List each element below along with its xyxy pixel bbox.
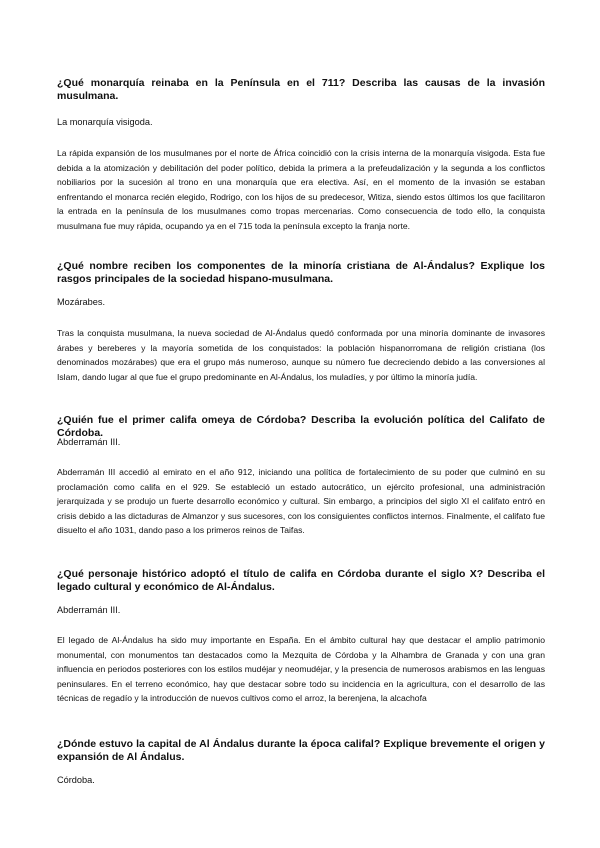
answer-3: Abderramán III. bbox=[57, 437, 121, 447]
answer-2: Mozárabes. bbox=[57, 297, 106, 307]
question-2: ¿Qué nombre reciben los componentes de la minoría cristiana de Al-Ándalus? Explique los rasgos principales de la sociedad hispano-musulmana. bbox=[57, 260, 545, 285]
answer-4: Abderramán III. bbox=[57, 605, 121, 615]
question-1: ¿Qué monarquía reinaba en la Península en el 711? Describa las causas de la invasión musulmana. bbox=[57, 77, 545, 102]
answer-1: La monarquía visigoda. bbox=[57, 117, 153, 127]
paragraph-1: La rápida expansión de los musulmanes por el norte de África coincidió con la crisis interna de la monarquía visigoda. Esta fue debida a la atomización y debilitación del poder político, debida la primera a la prefeudalización y la segunda a los conflictos nobiliarios por la sucesión al trono en una monarquía que era electiva. Así, en el momento de la invasión se estaban enfrentando el monarca recién elegido, Rodrigo, con los hijos de su predecesor, Witiza, siendo estos últimos los que facilitaron la entrada en la península de los musulmanes como tropas mercenarias. Como consecuencia de todo ello, la conquista musulmana fue muy rápida, ocupando ya en el 715 toda la península excepto la franja norte. bbox=[57, 148, 545, 231]
paragraph-4: El legado de Al-Ándalus ha sido muy importante en España. En el ámbito cultural hay que destacar el amplio patrimonio monumental, con monumentos tan destacados como la Mezquita de Córdoba y la Alhambra de Granada y con una gran influencia en periodos posteriores con los estilos mudéjar y neomudéjar, y la presencia de numerosos arabismos en las lenguas peninsulares. En el terreno económico, hay que destacar sobre todo su incidencia en la agricultura, con el desarrollo de las técnicas de regadío y la introducción de nuevos cultivos como el arroz, la berenjena, la alcachofa bbox=[57, 635, 545, 704]
question-4: ¿Qué personaje histórico adoptó el título de califa en Córdoba durante el siglo X? Describa el legado cultural y económico de Al-Ándalus. bbox=[57, 568, 545, 593]
answer-5: Córdoba. bbox=[57, 775, 95, 785]
paragraph-3: Abderramán III accedió al emirato en el año 912, iniciando una política de fortalecimiento de su poder que culminó en su proclamación como califa en el 929. Se estableció un estado autocrático, un ejército profesional, una administración jerarquizada y se produjo un fuerte desarrollo económico y cultural. Sin embargo, a principios del siglo XI el califato entró en crisis debido a las dictaduras de Almanzor y sus sucesores, con los consiguientes conflictos internos. Finalmente, el califato fue disuelto el año 1031, dando paso a los primeros reinos de Taifas. bbox=[57, 467, 545, 536]
question-5: ¿Dónde estuvo la capital de Al Ándalus durante la época califal? Explique brevemente el origen y expansión de Al Ándalus. bbox=[57, 738, 545, 763]
paragraph-2: Tras la conquista musulmana, la nueva sociedad de Al-Ándalus quedó conformada por una minoría dominante de invasores árabes y bereberes y la mayoría sometida de los conquistados: la población hispanorromana de religión cristiana (los denominados mozárabes) que era el grupo más numeroso, aunque su número fue decreciendo debido a las conversiones al Islam, dando lugar al que fue el grupo predominante en Al-Ándalus, los muladíes, y por último la minoría judía. bbox=[57, 328, 545, 382]
question-3: ¿Quién fue el primer califa omeya de Córdoba? Describa la evolución política del Califato de Córdoba. bbox=[57, 414, 545, 439]
